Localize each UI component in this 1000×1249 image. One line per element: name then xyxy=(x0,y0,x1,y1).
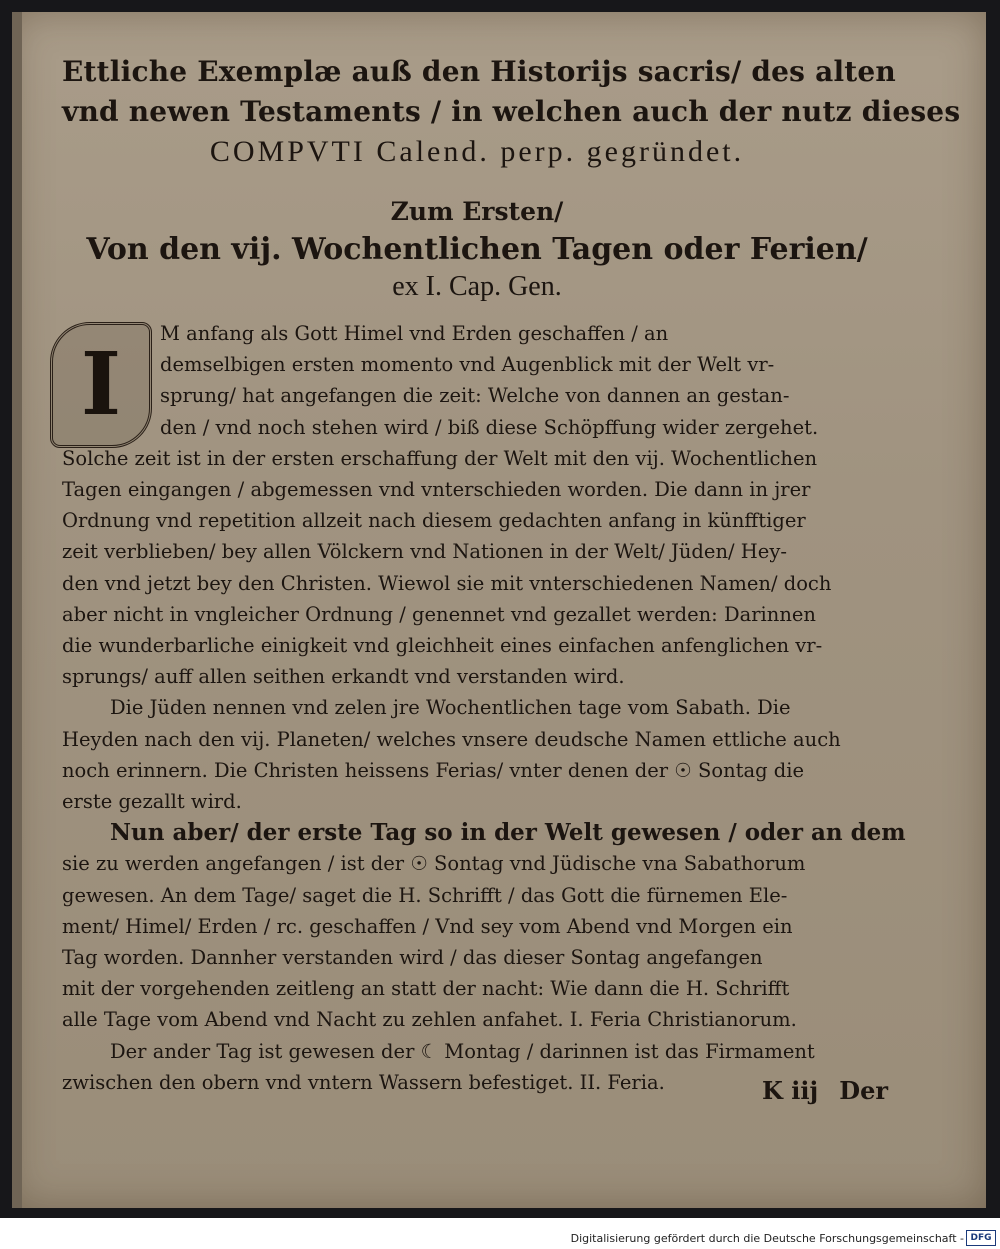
text-line: den / vnd noch stehen wird / biß diese Schöpffung wider zergehet. xyxy=(160,415,819,439)
decorated-initial: I xyxy=(50,322,152,448)
section-heading xyxy=(62,194,892,304)
text-line: sprungs/ auff allen seithen erkandt vnd verstanden wird. xyxy=(62,665,625,689)
catchword: Der xyxy=(839,1076,888,1105)
title-line-3: COMPVTI Calend. perp. gegründet. xyxy=(209,135,745,168)
text-line: zeit verblieben/ bey allen Völckern vnd Nationen in der Welt/ Jüden/ Hey- xyxy=(62,540,787,564)
body-text xyxy=(62,318,906,1098)
text-line: sie zu werden angefangen / ist der ☉ Sontag vnd Jüdische vna Sabathorum xyxy=(62,852,806,876)
page-title xyxy=(62,52,961,172)
text-line: ment/ Himel/ Erden / rc. geschaffen / Vnd sey vom Abend vnd Morgen ein xyxy=(62,914,793,938)
digitization-footer xyxy=(0,1218,1000,1249)
text-line: sprung/ hat angefangen die zeit: Welche von dannen an gestan- xyxy=(160,384,790,408)
text-line: Der ander Tag ist gewesen der ☾ Montag / darinnen ist das Firmament xyxy=(110,1039,815,1063)
text-line: M anfang als Gott Himel vnd Erden geschaffen / an xyxy=(160,322,669,345)
heading-line-3: ex I. Cap. Gen. xyxy=(392,271,562,302)
text-line: erste gezallt wird. xyxy=(62,790,242,814)
text-line: Ordnung vnd repetition allzeit nach diesem gedachten anfang in künfftiger xyxy=(62,509,806,533)
text-line: demselbigen ersten momento vnd Augenblick mit der Welt vr- xyxy=(160,353,775,377)
title-line-1: Ettliche Exemplæ auß den Historijs sacris/ des alten xyxy=(62,55,896,88)
text-block xyxy=(62,52,961,1098)
signature-mark: K iij xyxy=(762,1076,819,1105)
text-line: zwischen den obern vnd vntern Wassern befestiget. II. Feria. xyxy=(62,1070,665,1094)
text-line: Tag worden. Dannher verstanden wird / das dieser Sontag angefangen xyxy=(62,946,763,970)
page-edge xyxy=(12,12,22,1208)
title-line-2: vnd newen Testaments / in welchen auch der nutz dieses xyxy=(62,95,961,128)
text-line: noch erinnern. Die Christen heissens Ferias/ vnter denen der ☉ Sontag die xyxy=(62,758,805,782)
heading-line-2: Von den vij. Wochentlichen Tagen oder Ferien/ xyxy=(86,232,868,267)
text-line: Solche zeit ist in der ersten erschaffung der Welt mit den vij. Wochentlichen xyxy=(62,446,818,470)
text-line: aber nicht in vngleicher Ordnung / genennet vnd gezallet werden: Darinnen xyxy=(62,602,816,626)
text-line: Die Jüden nennen vnd zelen jre Wochentlichen tage vom Sabath. Die xyxy=(110,696,791,720)
text-line: den vnd jetzt bey den Christen. Wiewol sie mit vnterschiedenen Namen/ doch xyxy=(62,571,832,595)
heading-line-1: Zum Ersten/ xyxy=(390,197,564,226)
dfg-logo[interactable]: DFG xyxy=(966,1230,996,1246)
text-line: alle Tage vom Abend vnd Nacht zu zehlen anfahet. I. Feria Christianorum. xyxy=(62,1008,797,1032)
book-page xyxy=(12,12,986,1208)
text-line: die wunderbarliche einigkeit vnd gleichheit eines einfachen anfenglichen vr- xyxy=(62,634,823,658)
text-line: Heyden nach den vij. Planeten/ welches vnsere deudsche Namen ettliche auch xyxy=(62,727,841,751)
text-line: mit der vorgehenden zeitleng an statt der nacht: Wie dann die H. Schrifft xyxy=(62,977,790,1001)
paragraph-2 xyxy=(62,692,892,817)
text-line: Tagen eingangen / abgemessen vnd vnterschieden worden. Die dann in jrer xyxy=(62,478,811,502)
text-line: Nun aber/ der erste Tag so in der Welt gewesen / oder an dem xyxy=(110,819,906,847)
paragraph-3 xyxy=(62,817,906,1035)
paragraph-1 xyxy=(62,318,892,692)
funding-credit: Digitalisierung gefördert durch die Deutsche Forschungsgemeinschaft - xyxy=(570,1232,964,1245)
text-line: gewesen. An dem Tage/ saget die H. Schrifft / das Gott die fürnemen Ele- xyxy=(62,883,788,907)
